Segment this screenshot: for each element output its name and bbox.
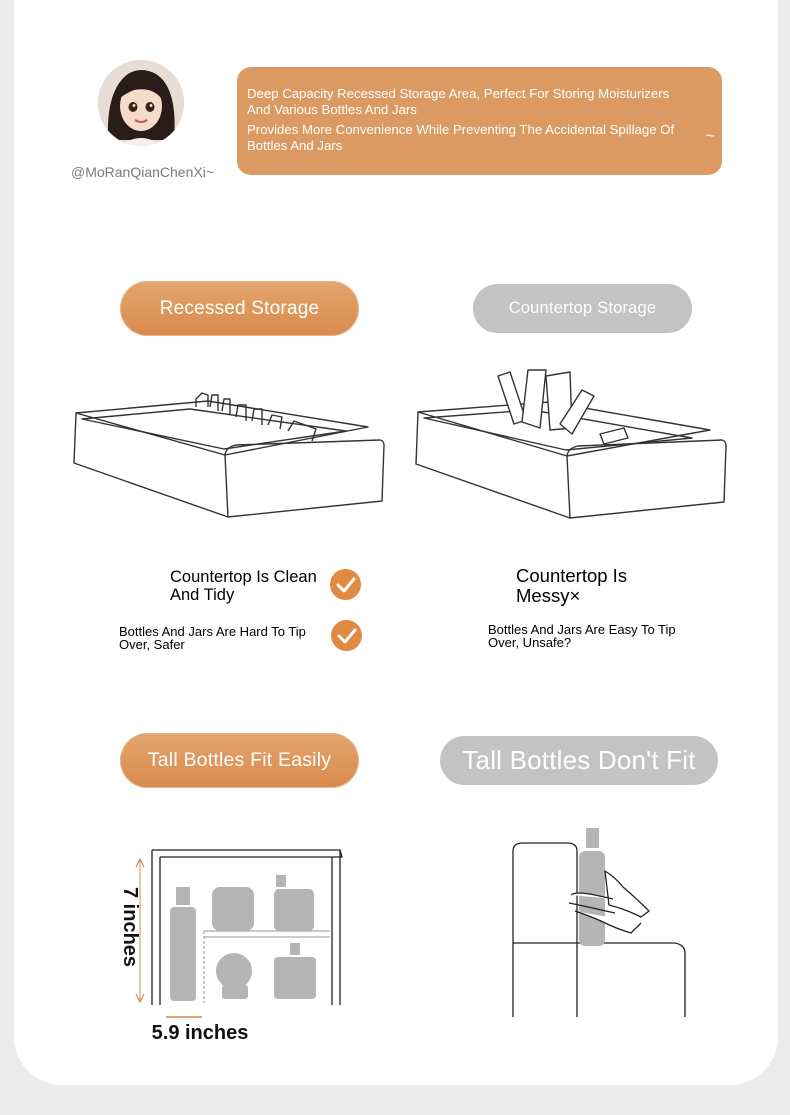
check-icon bbox=[330, 569, 361, 600]
bubble-line-1: Deep Capacity Recessed Storage Area, Perfect For Storing Moisturizers And Various Bottles And Jars bbox=[247, 86, 670, 117]
bubble-line-2: Provides More Convenience While Preventing The Accidental Spillage Of Bottles And Jars bbox=[247, 122, 675, 153]
left-point-2: Bottles And Jars Are Hard To Tip Over, Safer bbox=[119, 624, 306, 652]
left-point-1: Countertop Is Clean And Tidy bbox=[170, 568, 317, 604]
tall-bottles-dont-fit-illustration bbox=[505, 825, 695, 1020]
tall-bottles-fit-pill: Tall Bottles Fit Easily bbox=[120, 733, 359, 788]
recessed-storage-illustration bbox=[68, 385, 390, 525]
user-handle: @MoRanQianChenXi~ bbox=[70, 164, 214, 180]
countertop-storage-pill: Countertop Storage bbox=[473, 284, 692, 333]
height-measurement bbox=[105, 885, 149, 985]
avatar-illustration bbox=[98, 60, 184, 146]
tall-bottles-fit-illustration bbox=[130, 845, 350, 1020]
tall-bottles-dont-fit-pill: Tall Bottles Don't Fit bbox=[440, 736, 718, 785]
speech-bubble bbox=[237, 67, 722, 175]
bubble-tilde: ~ bbox=[705, 128, 715, 145]
right-point-1: Countertop Is Messy× bbox=[516, 565, 628, 606]
height-label: 7 inches bbox=[119, 887, 141, 968]
right-point-2: Bottles And Jars Are Easy To Tip Over, Unsafe? bbox=[488, 622, 676, 650]
width-label: 5.9 inches bbox=[151, 1022, 249, 1044]
countertop-storage-illustration bbox=[410, 362, 732, 527]
check-icon bbox=[331, 620, 362, 651]
user-avatar[interactable] bbox=[98, 60, 184, 146]
recessed-storage-pill: Recessed Storage bbox=[120, 281, 359, 336]
